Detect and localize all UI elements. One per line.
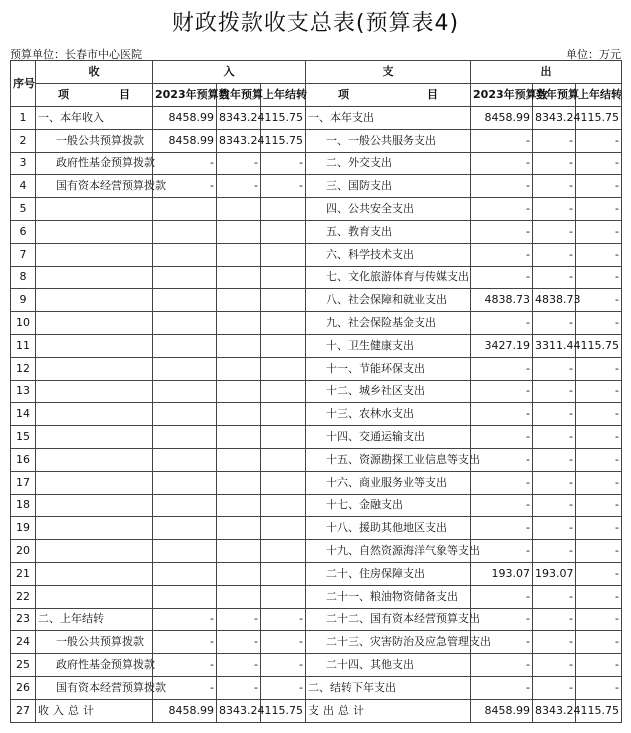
expense-item: 十九、自然资源海洋气象等支出 (306, 540, 471, 563)
income-current-value (217, 312, 261, 335)
income-budget-value: - (153, 175, 217, 198)
expense-current-value: - (533, 129, 576, 152)
row-seq: 1 (11, 107, 36, 130)
budget-table (10, 60, 622, 723)
income-carry-value: 115.75 (261, 699, 306, 722)
expense-item: 七、文化旅游体育与传媒支出 (306, 266, 471, 289)
income-item: 一、本年收入 (36, 107, 153, 130)
income-current-value (217, 494, 261, 517)
income-current-value: 8343.24 (217, 129, 261, 152)
income-current-value: - (217, 608, 261, 631)
row-seq: 18 (11, 494, 36, 517)
income-current-value (217, 357, 261, 380)
income-item (36, 334, 153, 357)
income-item (36, 448, 153, 471)
expense-current-value: - (533, 654, 576, 677)
income-budget-value: - (153, 631, 217, 654)
income-item: 二、上年结转 (36, 608, 153, 631)
table-row (11, 334, 622, 357)
expense-budget-value: - (471, 198, 533, 221)
income-item: 国有资本经营预算拨款 (36, 676, 153, 699)
income-item (36, 585, 153, 608)
expense-item: 二、结转下年支出 (306, 676, 471, 699)
income-item (36, 494, 153, 517)
expense-carry-value: - (576, 426, 622, 449)
expense-item: 九、社会保险基金支出 (306, 312, 471, 335)
income-budget-value (153, 585, 217, 608)
expense-current-value: - (533, 676, 576, 699)
income-budget-value (153, 289, 217, 312)
income-budget-value: - (153, 608, 217, 631)
row-seq: 8 (11, 266, 36, 289)
expense-item: 一、一般公共服务支出 (306, 129, 471, 152)
income-budget-value (153, 380, 217, 403)
income-carry-value (261, 357, 306, 380)
page-title: 财政拨款收支总表(预算表4) (171, 11, 460, 36)
income-item: 一般公共预算拨款 (36, 129, 153, 152)
income-item (36, 403, 153, 426)
income-current-value (217, 334, 261, 357)
row-seq: 16 (11, 448, 36, 471)
expense-budget-value: - (471, 220, 533, 243)
row-seq: 14 (11, 403, 36, 426)
income-item (36, 220, 153, 243)
income-item (36, 312, 153, 335)
row-seq: 15 (11, 426, 36, 449)
income-carry-value (261, 471, 306, 494)
row-seq: 19 (11, 517, 36, 540)
income-carry-value: 115.75 (261, 107, 306, 130)
income-header-1: 收 (36, 61, 153, 84)
income-current-value: - (217, 175, 261, 198)
income-carry-value: 115.75 (261, 129, 306, 152)
table-row (11, 107, 622, 130)
expense-current-header: 当年预算 (533, 84, 576, 107)
expense-budget-value: 4838.73 (471, 289, 533, 312)
header-row-columns (11, 84, 622, 107)
income-item (36, 198, 153, 221)
income-carry-value (261, 289, 306, 312)
table-row (11, 198, 622, 221)
row-seq: 6 (11, 220, 36, 243)
expense-header-2: 出 (471, 61, 622, 84)
income-carry-value: - (261, 152, 306, 175)
table-row (11, 129, 622, 152)
expense-carry-value: - (576, 494, 622, 517)
row-seq: 12 (11, 357, 36, 380)
income-current-value (217, 471, 261, 494)
header-row-group (11, 61, 622, 84)
income-current-value (217, 540, 261, 563)
income-item (36, 426, 153, 449)
income-budget-value: - (153, 654, 217, 677)
row-seq: 20 (11, 540, 36, 563)
income-carry-value (261, 380, 306, 403)
income-header-2: 入 (153, 61, 306, 84)
income-carry-header: 上年结转 (261, 84, 306, 107)
expense-carry-header: 上年结转 (576, 84, 622, 107)
expense-carry-value: - (576, 289, 622, 312)
income-budget-value (153, 494, 217, 517)
expense-item: 二十三、灾害防治及应急管理支出 (306, 631, 471, 654)
table-row (11, 471, 622, 494)
row-seq: 26 (11, 676, 36, 699)
income-budget-value (153, 562, 217, 585)
expense-budget-value: - (471, 266, 533, 289)
income-current-value: 8343.24 (217, 699, 261, 722)
row-seq: 21 (11, 562, 36, 585)
income-current-value (217, 403, 261, 426)
expense-item: 支出总计 (306, 699, 471, 722)
expense-current-value: - (533, 540, 576, 563)
expense-item: 二十一、粮油物资储备支出 (306, 585, 471, 608)
expense-budget-value: - (471, 654, 533, 677)
income-budget-value (153, 243, 217, 266)
row-seq: 7 (11, 243, 36, 266)
income-budget-value (153, 448, 217, 471)
table-row (11, 494, 622, 517)
expense-budget-value: - (471, 357, 533, 380)
income-current-value (217, 448, 261, 471)
income-current-value: - (217, 654, 261, 677)
row-seq: 23 (11, 608, 36, 631)
expense-header-1: 支 (306, 61, 471, 84)
expense-carry-value: - (576, 266, 622, 289)
table-row (11, 380, 622, 403)
expense-budget-value: - (471, 152, 533, 175)
budget-unit: 预算单位：长春市中心医院 (10, 48, 142, 61)
expense-budget-value: - (471, 540, 533, 563)
expense-item: 五、教育支出 (306, 220, 471, 243)
expense-carry-value: - (576, 403, 622, 426)
income-item (36, 357, 153, 380)
expense-carry-value: - (576, 129, 622, 152)
expense-item-header (306, 84, 471, 107)
income-current-value (217, 198, 261, 221)
expense-current-value: - (533, 266, 576, 289)
expense-current-value: - (533, 312, 576, 335)
table-row (11, 220, 622, 243)
expense-current-value: - (533, 471, 576, 494)
expense-item: 十六、商业服务业等支出 (306, 471, 471, 494)
income-item (36, 471, 153, 494)
table-row (11, 562, 622, 585)
income-current-value: - (217, 631, 261, 654)
item-label-2: 目 (427, 88, 439, 101)
expense-carry-value: - (576, 471, 622, 494)
expense-current-value: - (533, 175, 576, 198)
income-current-value (217, 426, 261, 449)
income-carry-value (261, 426, 306, 449)
expense-budget-value: 8458.99 (471, 699, 533, 722)
expense-item: 一、本年支出 (306, 107, 471, 130)
income-current-value (217, 517, 261, 540)
expense-current-value: - (533, 152, 576, 175)
expense-item: 四、公共安全支出 (306, 198, 471, 221)
income-budget-value (153, 357, 217, 380)
table-row (11, 676, 622, 699)
expense-item: 三、国防支出 (306, 175, 471, 198)
expense-current-value: - (533, 448, 576, 471)
expense-current-value: - (533, 198, 576, 221)
income-item (36, 266, 153, 289)
table-row (11, 631, 622, 654)
expense-budget-value: 8458.99 (471, 107, 533, 130)
expense-current-value: - (533, 517, 576, 540)
income-current-header: 当年预算 (217, 84, 261, 107)
income-budget-value (153, 312, 217, 335)
income-carry-value (261, 448, 306, 471)
expense-carry-value: - (576, 654, 622, 677)
income-item: 国有资本经营预算拨款 (36, 175, 153, 198)
income-carry-value (261, 312, 306, 335)
table-row (11, 403, 622, 426)
expense-item: 六、科学技术支出 (306, 243, 471, 266)
income-item (36, 562, 153, 585)
income-carry-value (261, 562, 306, 585)
expense-carry-value: - (576, 608, 622, 631)
expense-item: 十、卫生健康支出 (306, 334, 471, 357)
item-label-1: 项 (58, 88, 69, 101)
expense-carry-value: 115.75 (576, 699, 622, 722)
income-current-value (217, 266, 261, 289)
table-row (11, 517, 622, 540)
expense-current-value: - (533, 426, 576, 449)
table-row (11, 448, 622, 471)
table-row (11, 243, 622, 266)
table-row (11, 357, 622, 380)
expense-budget-value: - (471, 175, 533, 198)
income-budget-value (153, 266, 217, 289)
income-item (36, 517, 153, 540)
income-carry-value: - (261, 654, 306, 677)
income-budget-value (153, 198, 217, 221)
row-seq: 25 (11, 654, 36, 677)
row-seq: 22 (11, 585, 36, 608)
expense-carry-value: - (576, 243, 622, 266)
table-row (11, 312, 622, 335)
income-item: 收入总计 (36, 699, 153, 722)
expense-current-value: - (533, 494, 576, 517)
expense-current-value: - (533, 357, 576, 380)
expense-carry-value: - (576, 517, 622, 540)
expense-current-value: - (533, 403, 576, 426)
income-current-value (217, 220, 261, 243)
income-carry-value (261, 220, 306, 243)
expense-budget-header: 2023年预算数 (471, 84, 533, 107)
expense-carry-value: - (576, 175, 622, 198)
expense-budget-value: 3427.19 (471, 334, 533, 357)
row-seq: 27 (11, 699, 36, 722)
expense-item: 二、外交支出 (306, 152, 471, 175)
expense-current-value: - (533, 380, 576, 403)
table-row (11, 175, 622, 198)
expense-carry-value: - (576, 357, 622, 380)
income-item-header (36, 84, 153, 107)
expense-budget-value: - (471, 494, 533, 517)
expense-budget-value: 193.07 (471, 562, 533, 585)
expense-item: 二十、住房保障支出 (306, 562, 471, 585)
row-seq: 10 (11, 312, 36, 335)
income-budget-value: - (153, 152, 217, 175)
expense-carry-value: - (576, 198, 622, 221)
income-current-value (217, 585, 261, 608)
expense-current-value: - (533, 631, 576, 654)
expense-carry-value: - (576, 380, 622, 403)
expense-current-value: - (533, 243, 576, 266)
income-current-value: - (217, 152, 261, 175)
income-current-value: 8343.24 (217, 107, 261, 130)
expense-budget-value: - (471, 403, 533, 426)
table-row (11, 585, 622, 608)
expense-budget-value: - (471, 380, 533, 403)
income-carry-value (261, 540, 306, 563)
expense-current-value: 8343.24 (533, 699, 576, 722)
table-row (11, 426, 622, 449)
income-current-value (217, 243, 261, 266)
expense-current-value: - (533, 608, 576, 631)
table-row (11, 608, 622, 631)
income-carry-value (261, 243, 306, 266)
row-seq: 5 (11, 198, 36, 221)
expense-budget-value: - (471, 676, 533, 699)
table-row (11, 289, 622, 312)
expense-item: 二十二、国有资本经营预算支出 (306, 608, 471, 631)
expense-carry-value: 115.75 (576, 107, 622, 130)
income-item (36, 289, 153, 312)
expense-carry-value: - (576, 312, 622, 335)
expense-budget-value: - (471, 448, 533, 471)
income-carry-value: - (261, 631, 306, 654)
expense-item: 十八、援助其他地区支出 (306, 517, 471, 540)
income-carry-value (261, 585, 306, 608)
income-carry-value: - (261, 175, 306, 198)
row-seq: 4 (11, 175, 36, 198)
income-carry-value (261, 334, 306, 357)
expense-carry-value: - (576, 585, 622, 608)
income-budget-value (153, 403, 217, 426)
expense-budget-value: - (471, 243, 533, 266)
expense-budget-value: - (471, 517, 533, 540)
income-carry-value (261, 403, 306, 426)
expense-current-value: 193.07 (533, 562, 576, 585)
row-seq: 11 (11, 334, 36, 357)
income-budget-value (153, 517, 217, 540)
income-carry-value: - (261, 676, 306, 699)
income-carry-value (261, 494, 306, 517)
item-label-2: 目 (119, 88, 130, 101)
income-current-value: - (217, 676, 261, 699)
income-carry-value: - (261, 608, 306, 631)
expense-item: 二十四、其他支出 (306, 654, 471, 677)
expense-carry-value: - (576, 562, 622, 585)
income-carry-value (261, 266, 306, 289)
income-budget-value: - (153, 676, 217, 699)
row-seq: 17 (11, 471, 36, 494)
expense-budget-value: - (471, 471, 533, 494)
expense-carry-value: - (576, 540, 622, 563)
expense-budget-value: - (471, 631, 533, 654)
expense-current-value: - (533, 585, 576, 608)
expense-current-value: 8343.24 (533, 107, 576, 130)
row-seq: 13 (11, 380, 36, 403)
row-seq: 3 (11, 152, 36, 175)
expense-current-value: 3311.44 (533, 334, 576, 357)
income-current-value (217, 289, 261, 312)
expense-item: 十五、资源勘探工业信息等支出 (306, 448, 471, 471)
seq-header: 序号 (11, 61, 36, 107)
income-budget-value (153, 426, 217, 449)
expense-budget-value: - (471, 129, 533, 152)
expense-carry-value: - (576, 631, 622, 654)
table-row (11, 266, 622, 289)
income-budget-header: 2023年预算数 (153, 84, 217, 107)
row-seq: 2 (11, 129, 36, 152)
row-seq: 9 (11, 289, 36, 312)
table-row (11, 654, 622, 677)
expense-current-value: - (533, 220, 576, 243)
income-current-value (217, 562, 261, 585)
expense-carry-value: - (576, 220, 622, 243)
currency-unit: 单位：万元 (566, 48, 621, 61)
income-item: 政府性基金预算拨款 (36, 152, 153, 175)
expense-budget-value: - (471, 585, 533, 608)
income-carry-value (261, 198, 306, 221)
income-budget-value: 8458.99 (153, 107, 217, 130)
item-label-1: 项 (338, 88, 350, 101)
income-budget-value (153, 540, 217, 563)
expense-item: 十七、金融支出 (306, 494, 471, 517)
row-seq: 24 (11, 631, 36, 654)
income-item (36, 540, 153, 563)
income-current-value (217, 380, 261, 403)
expense-carry-value: 115.75 (576, 334, 622, 357)
income-carry-value (261, 517, 306, 540)
income-budget-value: 8458.99 (153, 129, 217, 152)
expense-item: 十一、节能环保支出 (306, 357, 471, 380)
expense-carry-value: - (576, 676, 622, 699)
expense-budget-value: - (471, 608, 533, 631)
income-budget-value (153, 220, 217, 243)
income-item: 一般公共预算拨款 (36, 631, 153, 654)
expense-budget-value: - (471, 426, 533, 449)
expense-item: 十三、农林水支出 (306, 403, 471, 426)
table-row (11, 699, 622, 722)
table-row (11, 152, 622, 175)
table-row (11, 540, 622, 563)
income-budget-value: 8458.99 (153, 699, 217, 722)
expense-current-value: 4838.73 (533, 289, 576, 312)
expense-item: 十四、交通运输支出 (306, 426, 471, 449)
income-item: 政府性基金预算拨款 (36, 654, 153, 677)
expense-item: 八、社会保障和就业支出 (306, 289, 471, 312)
income-budget-value (153, 334, 217, 357)
income-budget-value (153, 471, 217, 494)
expense-item: 十二、城乡社区支出 (306, 380, 471, 403)
expense-carry-value: - (576, 152, 622, 175)
expense-budget-value: - (471, 312, 533, 335)
income-item (36, 243, 153, 266)
income-item (36, 380, 153, 403)
expense-carry-value: - (576, 448, 622, 471)
